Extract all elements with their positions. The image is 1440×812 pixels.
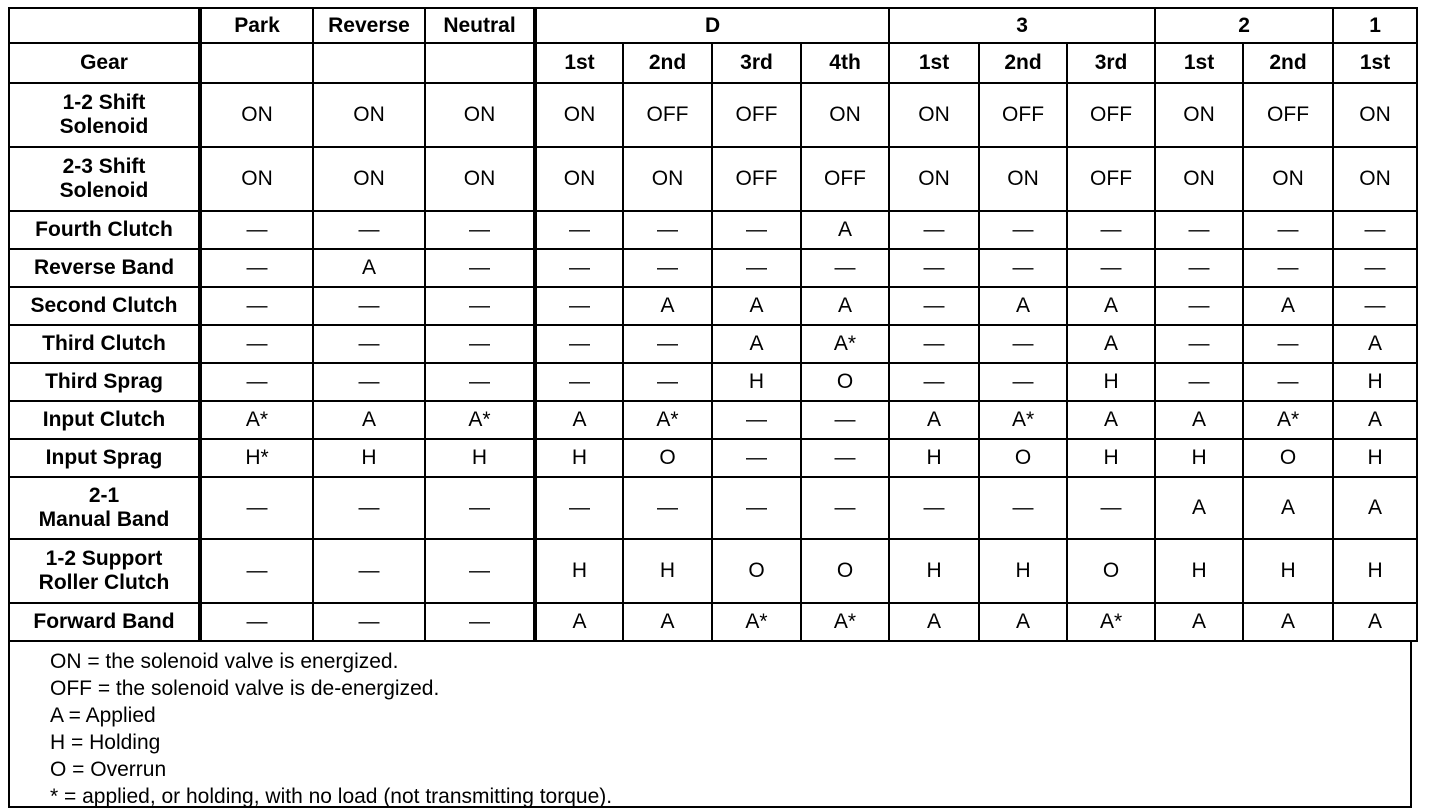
value-cell: — [979,325,1067,363]
row-label-line: Third Clutch [42,332,166,355]
value-cell: — [889,249,979,287]
value-cell: A [889,401,979,439]
value-cell: H [1333,363,1417,401]
gear-label: Gear [9,43,200,83]
gear-cell: 1st [535,43,623,83]
value-cell: O [801,363,889,401]
value-cell: A* [425,401,535,439]
value-cell: OFF [1067,83,1155,147]
forward-band-row [9,603,1417,641]
row-label [9,363,200,401]
row-label-line: 1-2 Shift [62,91,146,114]
value-cell: — [313,539,425,603]
value-cell: — [801,477,889,539]
value-cell: — [623,211,712,249]
shift-chart [8,7,1416,808]
value-cell: A [1333,325,1417,363]
value-cell: — [313,287,425,325]
value-cell: — [1333,211,1417,249]
legend-line: OFF = the solenoid valve is de-energized. [50,677,440,700]
value-cell: H [623,539,712,603]
value-cell: ON [535,147,623,211]
value-cell: A* [979,401,1067,439]
value-cell: H [1243,539,1333,603]
gear-cell: 1st [1333,43,1417,83]
row-label [9,401,200,439]
value-cell: A [1067,325,1155,363]
value-cell: A* [1243,401,1333,439]
third-sprag-row [9,363,1417,401]
value-cell: OFF [801,147,889,211]
value-cell: H [313,439,425,477]
value-cell: — [200,287,313,325]
row-label-line: Input Sprag [45,446,163,469]
value-cell: — [200,477,313,539]
value-cell: H* [200,439,313,477]
value-cell: H [1067,363,1155,401]
value-cell: H [979,539,1067,603]
value-cell: H [889,439,979,477]
value-cell: A [313,249,425,287]
value-cell: A [623,603,712,641]
value-cell: — [535,249,623,287]
gear-cell: 1st [889,43,979,83]
value-cell: ON [200,83,313,147]
value-cell: — [1333,249,1417,287]
value-cell: — [979,211,1067,249]
value-cell: — [1243,363,1333,401]
row-label [9,603,200,641]
value-cell: A [712,325,801,363]
value-cell: — [801,401,889,439]
row-label [9,325,200,363]
value-cell: — [801,249,889,287]
value-cell: OFF [712,147,801,211]
value-cell: — [425,325,535,363]
gear-cell: 2nd [623,43,712,83]
row-label-line: Solenoid [59,115,149,138]
value-cell: A [1333,477,1417,539]
value-cell: — [1155,325,1243,363]
value-cell: — [313,477,425,539]
row-label [9,147,200,211]
support-roller-clutch-row [9,539,1417,603]
value-cell: — [623,249,712,287]
range-reverse: Reverse [313,8,425,43]
value-cell: A [1155,603,1243,641]
value-cell: H [712,363,801,401]
range-reference-table [8,7,1418,642]
row-label [9,439,200,477]
range-park: Park [200,8,313,43]
value-cell: — [1243,325,1333,363]
value-cell: — [200,603,313,641]
value-cell: A* [801,325,889,363]
row-label-line: Roller Clutch [38,571,170,594]
value-cell: O [623,439,712,477]
value-cell: A [712,287,801,325]
value-cell: — [979,477,1067,539]
legend-line: O = Overrun [50,758,167,781]
value-cell: — [425,211,535,249]
value-cell: — [889,477,979,539]
value-cell: — [1155,363,1243,401]
value-cell: — [801,439,889,477]
value-cell: — [623,325,712,363]
value-cell: OFF [979,83,1067,147]
value-cell: H [1155,439,1243,477]
value-cell: — [535,477,623,539]
gear-cell: 1st [1155,43,1243,83]
second-clutch-row [9,287,1417,325]
value-cell: A [535,401,623,439]
value-cell: A [623,287,712,325]
row-label [9,83,200,147]
value-cell: H [1067,439,1155,477]
value-cell: — [712,439,801,477]
value-cell: ON [623,147,712,211]
range-2: 2 [1155,8,1333,43]
value-cell: — [425,363,535,401]
value-cell: A* [712,603,801,641]
value-cell: — [1155,287,1243,325]
row-label-line: Reverse Band [33,256,175,279]
range-3: 3 [889,8,1155,43]
value-cell: — [313,603,425,641]
row-label-line: Third Sprag [45,370,163,393]
value-cell: A [535,603,623,641]
value-cell: — [1333,287,1417,325]
value-cell: A* [623,401,712,439]
value-cell: OFF [623,83,712,147]
value-cell: — [1067,249,1155,287]
value-cell: H [1155,539,1243,603]
value-cell: ON [1333,83,1417,147]
value-cell: — [623,363,712,401]
row-label-line: Manual Band [38,508,170,531]
legend-line: A = Applied [50,704,156,727]
value-cell: — [1243,211,1333,249]
value-cell: — [979,363,1067,401]
legend-line: * = applied, or holding, with no load (not transmitting torque). [50,785,613,808]
shift-solenoid-1-2-row [9,83,1417,147]
value-cell: — [200,539,313,603]
manual-band-2-1-row [9,477,1417,539]
value-cell: — [623,477,712,539]
value-cell: H [535,439,623,477]
value-cell: H [889,539,979,603]
value-cell: — [535,211,623,249]
value-cell: — [889,287,979,325]
value-cell: — [1155,211,1243,249]
row-label-line: Fourth Clutch [35,218,173,241]
range-header-row [9,8,1417,43]
shift-solenoid-2-3-row [9,147,1417,211]
gear-cell: 4th [801,43,889,83]
value-cell: — [535,287,623,325]
reverse-band-row [9,249,1417,287]
legend-line: ON = the solenoid valve is energized. [50,650,399,673]
row-label-line: Solenoid [59,179,149,202]
value-cell: OFF [1243,83,1333,147]
value-cell: ON [1155,83,1243,147]
value-cell: — [200,249,313,287]
row-label [9,211,200,249]
value-cell: — [1067,477,1155,539]
value-cell: — [1243,249,1333,287]
value-cell: — [535,363,623,401]
value-cell: H [1333,539,1417,603]
value-cell: ON [1333,147,1417,211]
value-cell: H [1333,439,1417,477]
value-cell: ON [200,147,313,211]
value-cell: A [1155,401,1243,439]
value-cell: ON [889,83,979,147]
gear-header-row [9,43,1417,83]
value-cell: — [425,539,535,603]
value-cell: — [200,363,313,401]
range-neutral: Neutral [425,8,535,43]
value-cell: — [200,211,313,249]
value-cell: O [1243,439,1333,477]
value-cell: A [1155,477,1243,539]
value-cell: A [1243,287,1333,325]
value-cell: — [425,603,535,641]
gear-empty-park [200,43,313,83]
value-cell: — [425,287,535,325]
gear-empty-reverse [313,43,425,83]
value-cell: — [313,325,425,363]
value-cell: A* [1067,603,1155,641]
value-cell: A [1333,401,1417,439]
value-cell: — [1067,211,1155,249]
fourth-clutch-row [9,211,1417,249]
row-label-line: Forward Band [33,610,175,633]
value-cell: — [1155,249,1243,287]
range-1: 1 [1333,8,1417,43]
value-cell: O [1067,539,1155,603]
value-cell: — [712,249,801,287]
row-label-line: Second Clutch [30,294,178,317]
input-sprag-row [9,439,1417,477]
value-cell: — [712,401,801,439]
value-cell: — [712,477,801,539]
value-cell: O [801,539,889,603]
row-label [9,477,200,539]
value-cell: ON [979,147,1067,211]
value-cell: ON [535,83,623,147]
value-cell: H [535,539,623,603]
row-label [9,539,200,603]
row-label-line: 2-1 [88,484,120,507]
row-label-line: 2-3 Shift [62,155,146,178]
value-cell: ON [425,147,535,211]
value-cell: A [801,287,889,325]
legend-line: H = Holding [50,731,161,754]
value-cell: — [535,325,623,363]
value-cell: A [801,211,889,249]
value-cell: — [313,363,425,401]
value-cell: — [889,363,979,401]
value-cell: — [889,325,979,363]
legend [8,642,1412,808]
value-cell: A* [200,401,313,439]
third-clutch-row [9,325,1417,363]
value-cell: — [425,477,535,539]
value-cell: H [425,439,535,477]
value-cell: OFF [712,83,801,147]
gear-cell: 2nd [1243,43,1333,83]
value-cell: ON [1243,147,1333,211]
row-label-line: Input Clutch [42,408,166,431]
value-cell: A [979,287,1067,325]
range-d: D [535,8,889,43]
value-cell: A [979,603,1067,641]
value-cell: O [979,439,1067,477]
value-cell: A [1333,603,1417,641]
value-cell: ON [1155,147,1243,211]
value-cell: — [889,211,979,249]
gear-cell: 3rd [712,43,801,83]
value-cell: — [313,211,425,249]
value-cell: ON [425,83,535,147]
value-cell: A* [801,603,889,641]
value-cell: A [889,603,979,641]
value-cell: ON [889,147,979,211]
value-cell: — [425,249,535,287]
input-clutch-row [9,401,1417,439]
value-cell: O [712,539,801,603]
gear-cell: 3rd [1067,43,1155,83]
value-cell: A [1243,603,1333,641]
gear-cell: 2nd [979,43,1067,83]
value-cell: — [712,211,801,249]
row-label [9,249,200,287]
value-cell: — [200,325,313,363]
value-cell: ON [313,83,425,147]
value-cell: A [1067,401,1155,439]
blank-corner-cell [9,8,200,43]
value-cell: A [313,401,425,439]
value-cell: A [1243,477,1333,539]
gear-empty-neutral [425,43,535,83]
value-cell: OFF [1067,147,1155,211]
row-label [9,287,200,325]
row-label-line: 1-2 Support [45,547,163,570]
value-cell: A [1067,287,1155,325]
value-cell: ON [313,147,425,211]
value-cell: — [979,249,1067,287]
value-cell: ON [801,83,889,147]
